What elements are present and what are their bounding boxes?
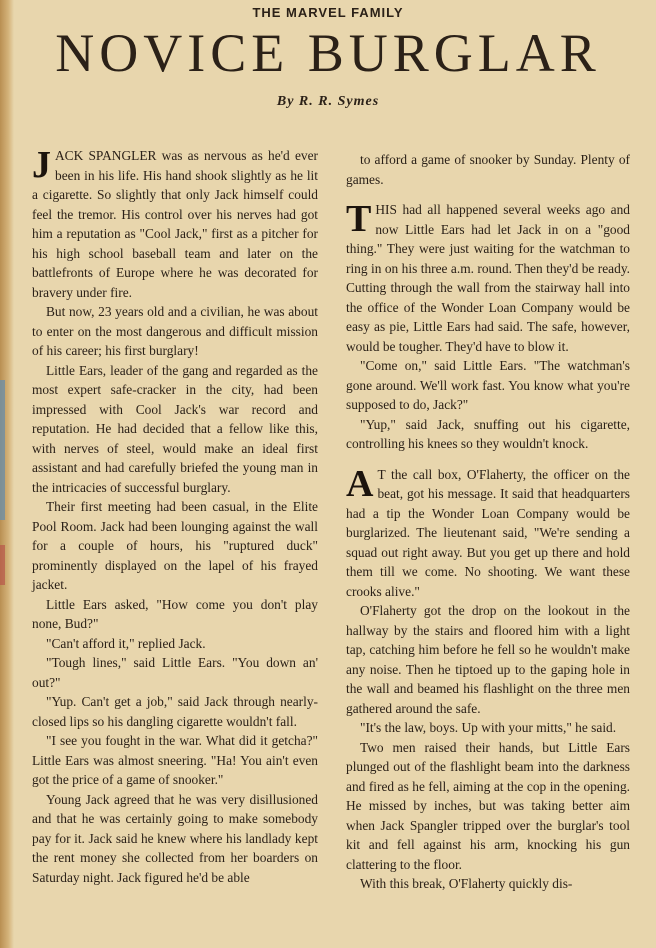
- paragraph: Little Ears, leader of the gang and regarded as the most expert safe-cracker in the city, had been impressed with Cool Jack's war record and reputation. He had decided that a fellow like this, with nerves of steel, would make an ideal first assistant and had carefully briefed the young man in the intricacies of successful burglary.: [32, 362, 318, 495]
- adjacent-page-strip-red: [0, 545, 5, 585]
- paragraph: O'Flaherty got the drop on the lookout in the hallway by the stairs and floored him with a light tap, catching him before he fell so he wouldn't make any noise. Then he tiptoed up to the gaping hole in the wall and beamed his flashlight on the three men gathered around the safe.: [346, 603, 630, 716]
- paragraph-text: ACK SPANGLER was as nervous as he'd ever been in his life. His hand shook slightly as he lit a cigarette. So slightly that only Jack himself could feel the tremor. His control over his nerves had got him a reputation as "Cool Jack," first as a pitcher for his high school baseball team and later on the battlefronts of Europe where he was decorated for bravery under fire.: [32, 148, 318, 300]
- section-break: [346, 189, 630, 200]
- paragraph: "Tough lines," said Little Ears. "You down an' out?": [32, 655, 318, 690]
- paragraph: But now, 23 years old and a civilian, he was about to enter on the most dangerous and difficult mission of his career; his first burglary!: [32, 304, 318, 358]
- paragraph: [346, 462, 630, 602]
- drop-cap: J: [32, 144, 51, 186]
- adjacent-page-strip: [0, 380, 5, 520]
- paragraph: "Come on," said Little Ears. "The watchman's gone around. We'll work fast. You know what you're supposed to do, Jack?": [346, 358, 630, 412]
- paragraph: [346, 200, 630, 356]
- paragraph: [32, 146, 318, 302]
- story-title: NOVICE BURGLAR: [55, 23, 601, 83]
- paragraph: "Yup," said Jack, snuffing out his cigarette, controlling his knees so they wouldn't knock.: [346, 416, 630, 451]
- drop-cap: T: [346, 198, 372, 240]
- paragraph: Little Ears asked, "How come you don't play none, Bud?": [32, 596, 318, 631]
- paragraph: Their first meeting had been casual, in the Elite Pool Room. Jack had been lounging against the wall for a couple of hours, his "ruptured duck" prominently displayed on the lapel of his frayed jacket.: [32, 499, 318, 592]
- paragraph: "Can't afford it," replied Jack.: [46, 635, 206, 651]
- paragraph: With this break, O'Flaherty quickly dis-: [360, 876, 573, 891]
- paragraph: Young Jack agreed that he was very disillusioned and that he was certainly going to make somebody pay for it. Jack said he knew where his landlady kept the rent money she collected from her boarders on Saturday night. Jack figured he'd be able: [32, 791, 318, 885]
- section-break: [346, 454, 630, 465]
- paragraph: to afford a game of snooker by Sunday. Plenty of games.: [346, 152, 630, 187]
- byline: By R. R. Symes: [276, 94, 380, 109]
- page-binding-edge: [0, 0, 14, 948]
- left-column: [32, 146, 318, 887]
- paragraph: "I see you fought in the war. What did it getcha?" Little Ears was almost sneering. "Ha! You ain't even got the price of a game of snooker.": [32, 733, 318, 787]
- paragraph: Two men raised their hands, but Little Ears plunged out of the flashlight beam into the darkness and fired as he fell, aiming at the cop in the opening. He missed by inches, but was taking better aim when Jack Spangler tripped over the burglar's tool kit and fell against his arm, knocking his gun clattering to the floor.: [346, 739, 630, 872]
- paragraph: "It's the law, boys. Up with your mitts," he said.: [360, 720, 617, 735]
- paragraph: "Yup. Can't get a job," said Jack through nearly-closed lips so his dangling cigarette wouldn't fall.: [32, 694, 318, 729]
- right-column: [346, 150, 630, 894]
- paragraph-text: T the call box, O'Flaherty, the officer on the beat, got his message. It said that headquarters had a tip the Wonder Loan Company would be burglarized. The lieutenant said, "We're sending a squad out right away. But you get up there and hold them till we come. No shooting. We want these crooks alive.": [346, 466, 630, 599]
- drop-cap: A: [346, 462, 374, 505]
- paragraph-text: HIS had all happened several weeks ago and now Little Ears had let Jack in on a "good thing." They were just waiting for the watchman to ring in on his three a.m. round. Then they'd be ready. Cutting through the wall from the stairway hall into the office of the Wonder Loan Company would be easy as pie, Little Ears had said. The safe, however, would be tougher. They'd have to blow it.: [346, 202, 630, 354]
- running-head: THE MARVEL FAMILY: [252, 5, 404, 20]
